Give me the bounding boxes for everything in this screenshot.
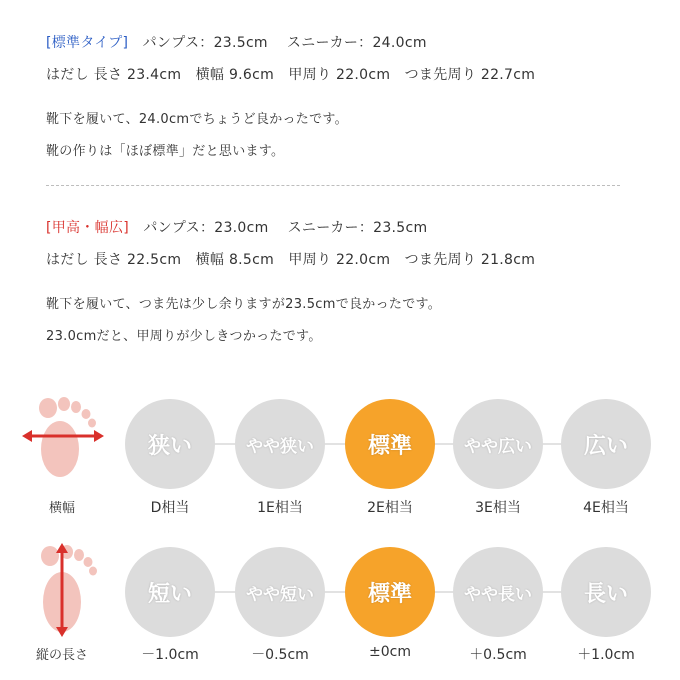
width-caption-2e: 2E相当 [367,500,413,516]
length-option-slightly-short-label: やや短い [246,584,314,605]
section-divider [46,185,620,186]
standard-comment-1: 靴下を履いて、24.0cmでちょうど良かったです。 [46,112,348,127]
wide-comment-2: 23.0cmだと、甲周りが少しきつかったです。 [46,329,322,344]
length-caption-minus-1: －1.0cm [141,647,199,663]
length-caption-minus-05: －0.5cm [251,647,309,663]
width-caption-3e: 3E相当 [475,500,521,516]
length-option-slightly-short [235,547,325,637]
width-row-label: 横幅 [48,501,75,516]
width-caption-4e: 4E相当 [583,500,629,516]
tag-standard: [標準タイプ] [46,35,129,51]
section-wide-line1 [46,217,427,237]
standard-foot-measurements: はだし 長さ 23.4cm 横幅 9.6cm 甲周り 22.0cm つま先周り 22.7cm [46,67,536,83]
length-row-label: 縦の長さ [35,648,88,663]
width-caption-1e: 1E相当 [257,500,303,516]
standard-shoe-sizes: パンプス：23.5cm スニーカー：24.0cm [128,35,427,51]
width-option-wide [561,399,651,489]
width-option-slightly-wide [453,399,543,489]
length-option-long [561,547,651,637]
length-option-slightly-long [453,547,543,637]
width-option-standard-label: 標準 [367,433,412,459]
width-option-slightly-wide-label: やや広い [464,436,532,457]
width-option-slightly-narrow-label: やや狭い [246,436,314,457]
length-caption-zero: ±0cm [369,644,411,660]
length-caption-plus-05: ＋0.5cm [469,647,527,663]
width-option-narrow [125,399,215,489]
wide-comment-1: 靴下を履いて、つま先は少し余りますが23.5cmで良かったです。 [46,297,442,312]
length-option-short-label: 短い [147,581,192,607]
width-option-slightly-narrow [235,399,325,489]
standard-comment-2: 靴の作りは「ほぼ標準」だと思います。 [46,144,285,159]
tag-wide: [甲高・幅広] [46,220,130,236]
length-option-short [125,547,215,637]
foot-width-icon [18,394,108,484]
width-option-standard [345,399,435,489]
foot-length-icon [22,540,102,640]
length-option-slightly-long-label: やや長い [464,584,532,605]
length-option-standard-label: 標準 [367,581,412,607]
width-option-narrow-label: 狭い [147,433,192,459]
length-option-long-label: 長い [583,581,628,607]
length-option-standard [345,547,435,637]
length-caption-plus-1: ＋1.0cm [577,647,635,663]
width-option-wide-label: 広い [583,433,628,459]
width-caption-d: D相当 [150,500,190,516]
section-standard-line1 [46,32,427,52]
wide-shoe-sizes: パンプス：23.0cm スニーカー：23.5cm [129,220,428,236]
wide-foot-measurements: はだし 長さ 22.5cm 横幅 8.5cm 甲周り 22.0cm つま先周り 21.8cm [46,252,536,268]
